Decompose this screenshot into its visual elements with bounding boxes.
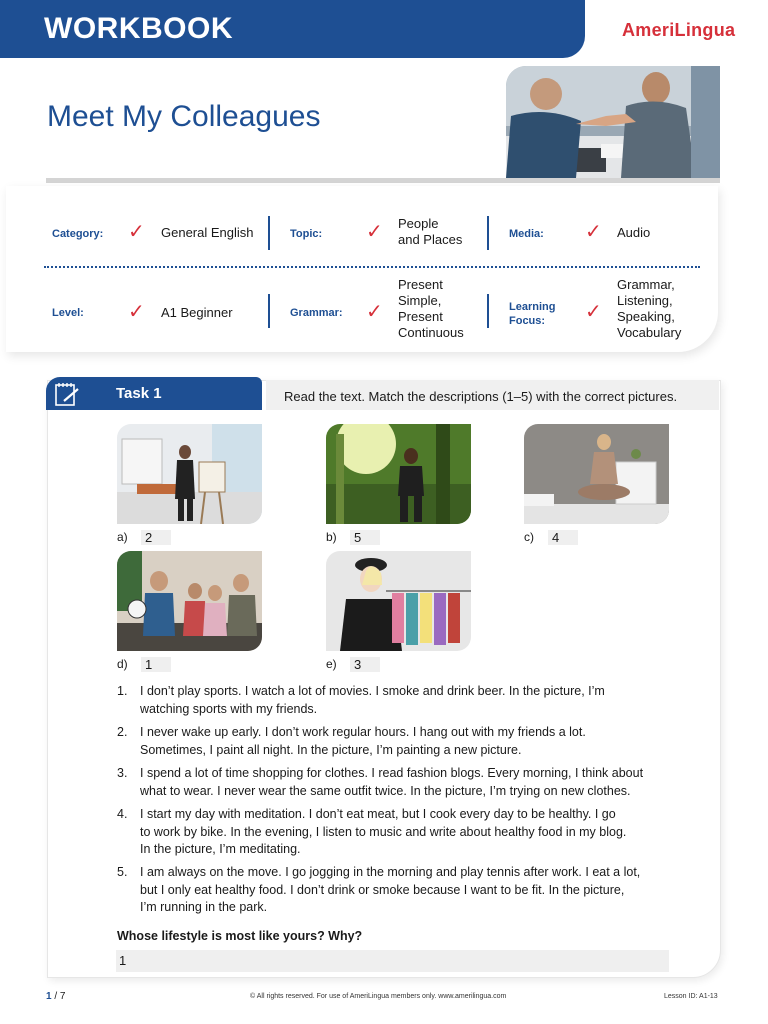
- media-value: Audio: [617, 225, 651, 240]
- picture-painter: [117, 424, 262, 524]
- description-number: 4.: [117, 807, 128, 821]
- answer-field-e[interactable]: 3: [350, 657, 380, 672]
- description-2: I never wake up early. I don’t work regular hours. I hang out with my friends a lot. Sometimes, I paint all night. In the picture, I’m painting a new picture.: [140, 725, 586, 757]
- task-instruction: Read the text. Match the descriptions (1–5) with the correct pictures.: [284, 389, 678, 404]
- picture-letter: c): [524, 530, 534, 544]
- grammar-value: Present Simple, Present Continuous: [398, 277, 464, 340]
- check-icon: ✓: [128, 301, 145, 323]
- picture-letter: e): [326, 657, 337, 671]
- media-label: Media:: [509, 228, 544, 240]
- description-4: I start my day with meditation. I don’t eat meat, but I cook every day to be healthy. I go to work by bike. In the evening, I listen to music and write about healthy food in my blog. In the picture, I’m meditating.: [140, 807, 627, 856]
- description-3: I spend a lot of time shopping for clothes. I read fashion blogs. Every morning, I think about what to wear. I never wear the same outfit twice. In the picture, I’m trying on new clothes.: [140, 766, 644, 798]
- picture-letter: d): [117, 657, 128, 671]
- answer-field-d[interactable]: 1: [141, 657, 171, 672]
- handshake-photo: [506, 66, 720, 178]
- info-divider: [44, 266, 700, 268]
- level-value: A1 Beginner: [161, 305, 233, 320]
- check-icon: ✓: [366, 301, 383, 323]
- picture-meditation: [524, 424, 669, 524]
- picture-clothes-shopping: [326, 551, 471, 651]
- check-icon: ✓: [128, 221, 145, 243]
- picture-sports-fans: [117, 551, 262, 651]
- level-label: Level:: [52, 307, 84, 319]
- grammar-label: Grammar:: [290, 307, 343, 319]
- learning-focus-label: Learning Focus:: [509, 301, 556, 327]
- picture-runner: [326, 424, 471, 524]
- discussion-question: Whose lifestyle is most like yours? Why?: [117, 929, 363, 943]
- picture-letter: b): [326, 530, 337, 544]
- answer-field-b[interactable]: 5: [350, 530, 380, 545]
- check-icon: ✓: [585, 301, 602, 323]
- info-separator: [487, 216, 489, 250]
- page-number: 1 / 7: [46, 991, 66, 1002]
- lesson-id: Lesson ID: A1-13: [664, 993, 718, 1000]
- description-number: 5.: [117, 865, 128, 879]
- category-label: Category:: [52, 228, 104, 240]
- answer-field-a[interactable]: 2: [141, 530, 171, 545]
- description-number: 3.: [117, 766, 128, 780]
- question-answer-field[interactable]: 1: [116, 950, 669, 972]
- info-separator: [268, 216, 270, 250]
- learning-focus-value: Grammar, Listening, Speaking, Vocabulary: [617, 277, 682, 340]
- title-rule: [46, 178, 720, 183]
- copyright-notice: © All rights reserved. For use of AmeriLingua members only. www.amerilingua.com: [250, 993, 507, 1000]
- notepad-pencil-icon: [52, 380, 82, 408]
- description-5: I am always on the move. I go jogging in the morning and play tennis after work. I eat a lot, but I only eat healthy food. I don’t drink or smoke because I want to be fit. In the picture, I’m running in the park.: [140, 865, 641, 914]
- task-label: Task 1: [116, 385, 162, 402]
- lesson-info-panel: [6, 186, 718, 352]
- check-icon: ✓: [585, 221, 602, 243]
- info-separator: [487, 294, 489, 328]
- check-icon: ✓: [366, 221, 383, 243]
- topic-label: Topic:: [290, 228, 323, 240]
- amerilingua-logo: AmeriLingua: [622, 20, 736, 40]
- page-title: Meet My Colleagues: [47, 100, 321, 133]
- category-value: General English: [161, 225, 254, 240]
- answer-field-c[interactable]: 4: [548, 530, 578, 545]
- workbook-title: WORKBOOK: [44, 12, 233, 45]
- description-number: 2.: [117, 725, 128, 739]
- picture-letter: a): [117, 530, 128, 544]
- description-number: 1.: [117, 684, 128, 698]
- topic-value: People and Places: [398, 216, 463, 247]
- description-1: I don’t play sports. I watch a lot of movies. I smoke and drink beer. In the picture, I’m watching sports with my friends.: [140, 684, 605, 716]
- info-separator: [268, 294, 270, 328]
